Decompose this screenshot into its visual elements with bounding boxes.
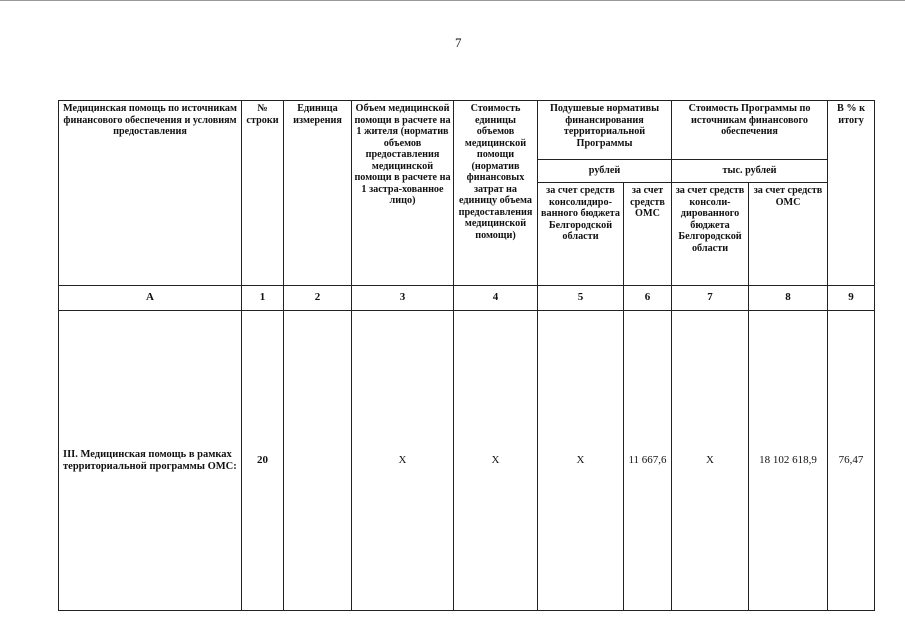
page-top-edge: [0, 0, 905, 1]
header-program-cost-unit: тыс. рублей: [672, 160, 828, 183]
index-cell: 7: [672, 286, 749, 311]
header-unit-cost: Стоимость единицы объемов медицинской помощи (норматив финансовых затрат на единицу объема предоставления медицинской помощи): [454, 101, 538, 286]
header-unit: Единица измерения: [284, 101, 352, 286]
index-cell: 6: [624, 286, 672, 311]
index-cell: 9: [828, 286, 875, 311]
row-per-capita-budget: Х: [538, 311, 624, 611]
header-row-number: № строки: [242, 101, 284, 286]
header-per-capita-unit: рублей: [538, 160, 672, 183]
header-per-capita-group: Подушевые нормативы финансирования территориальной Программы: [538, 101, 672, 160]
index-cell: 5: [538, 286, 624, 311]
row-program-budget: Х: [672, 311, 749, 611]
index-cell: А: [59, 286, 242, 311]
row-number: 20: [242, 311, 284, 611]
header-percent: В % к итогу: [828, 101, 875, 286]
header-program-cost-group: Стоимость Программы по источникам финансового обеспечения: [672, 101, 828, 160]
row-per-capita-oms: 11 667,6: [624, 311, 672, 611]
header-care-type: Медицинская помощь по источникам финансового обеспечения и условиям предоставления: [59, 101, 242, 286]
header-program-budget: за счет средств консоли-дированного бюджета Белгородской области: [672, 183, 749, 286]
row-unit: [284, 311, 352, 611]
row-volume: Х: [352, 311, 454, 611]
index-cell: 4: [454, 286, 538, 311]
header-program-oms: за счет средств ОМС: [749, 183, 828, 286]
row-unit-cost: Х: [454, 311, 538, 611]
index-cell: 3: [352, 286, 454, 311]
header-volume: Объем медицинской помощи в расчете на 1 жителя (норматив объемов предоставления медицинской помощи в расчете на 1 застра-хованное лицо): [352, 101, 454, 286]
page-number: 7: [455, 35, 462, 50]
row-label: III. Медицинская помощь в рамках территориальной программы ОМС:: [59, 311, 242, 611]
header-per-capita-budget: за счет средств консолидиро-ванного бюджета Белгородской области: [538, 183, 624, 286]
row-program-oms: 18 102 618,9: [749, 311, 828, 611]
index-cell: 2: [284, 286, 352, 311]
row-percent: 76,47: [828, 311, 875, 611]
index-cell: 8: [749, 286, 828, 311]
program-financing-table: [58, 100, 875, 611]
table-row: [59, 311, 875, 611]
header-per-capita-oms: за счет средств ОМС: [624, 183, 672, 286]
index-cell: 1: [242, 286, 284, 311]
